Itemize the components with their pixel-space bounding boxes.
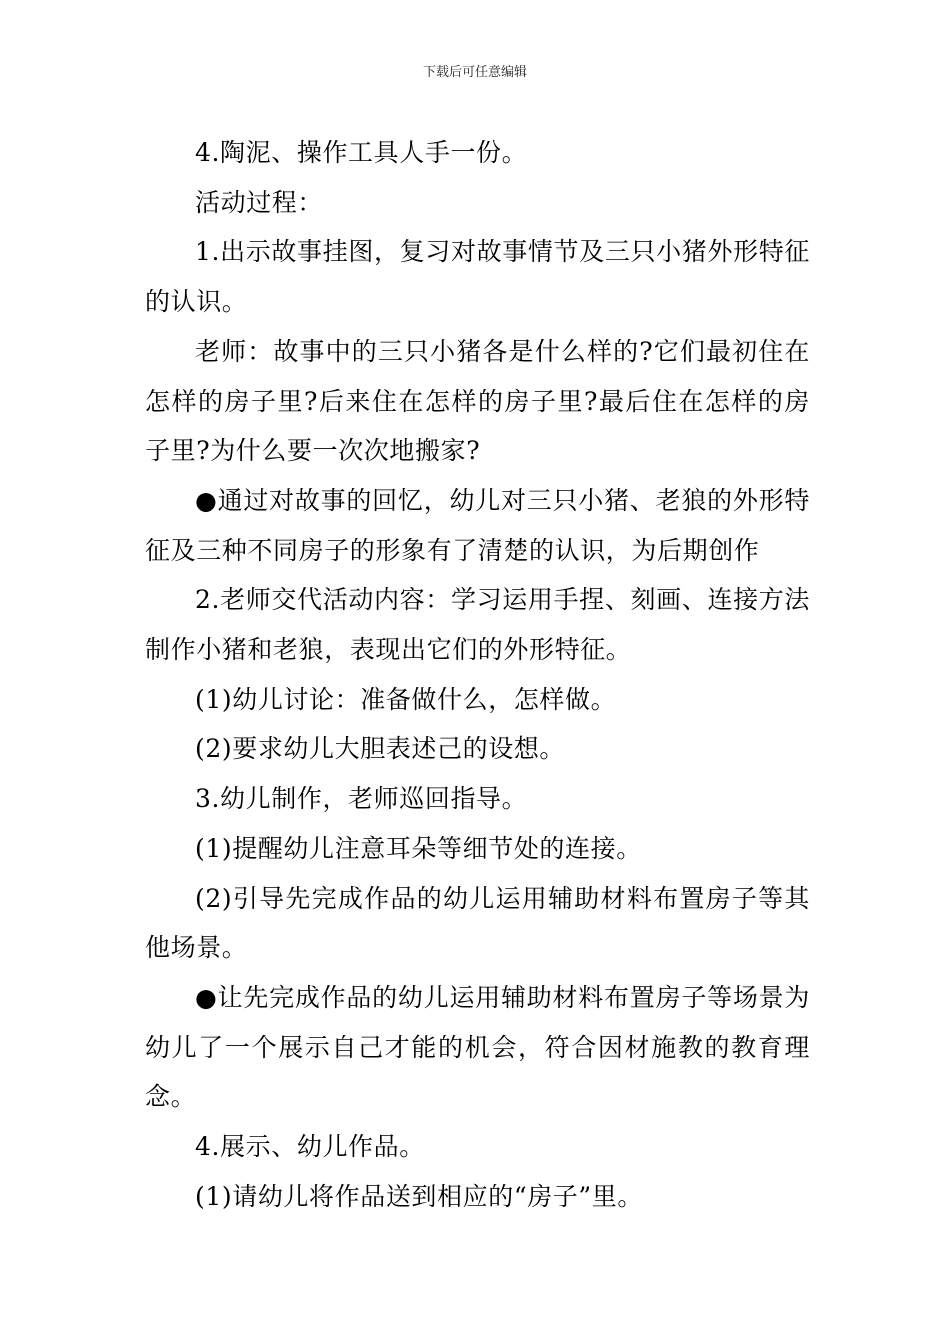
paragraph-step-2-2: (2)要求幼儿大胆表述己的设想。 xyxy=(195,734,566,764)
paragraph-teacher-question: 老师：故事中的三只小猪各是什么样的?它们最初住在怎样的房子里?后来住在怎样的房子里?最后住在怎样的房子里?为什么要一次次地搬家? xyxy=(145,336,810,466)
paragraph-step-2: 2.老师交代活动内容：学习运用手捏、刻画、连接方法制作小猪和老狼，表现出它们的外形特征。 xyxy=(145,585,810,665)
page-header: 下载后可任意编辑 xyxy=(422,65,527,80)
paragraph-step-3-1: (1)提醒幼儿注意耳朵等细节处的连接。 xyxy=(195,833,642,863)
document-body xyxy=(145,128,810,1221)
paragraph-materials: 4.陶泥、操作工具人手一份。 xyxy=(195,138,528,167)
paragraph-note-1: ●通过对故事的回忆，幼儿对三只小猪、老狼的外形特征及三种不同房子的形象有了清楚的认识，为后期创作 xyxy=(145,485,810,565)
paragraph-step-4-1: (1)请幼儿将作品送到相应的“房子”里。 xyxy=(195,1181,643,1211)
paragraph-note-2: ●让先完成作品的幼儿运用辅助材料布置房子等场景为幼儿了一个展示自己才能的机会，符合因材施教的教育理念。 xyxy=(145,982,810,1112)
paragraph-step-2-1: (1)幼儿讨论：准备做什么，怎样做。 xyxy=(195,684,617,714)
paragraph-step-4: 4.展示、幼儿作品。 xyxy=(195,1132,425,1162)
paragraph-step-3: 3.幼儿制作，老师巡回指导。 xyxy=(195,784,528,814)
paragraph-step-3-2: (2)引导先完成作品的幼儿运用辅助材料布置房子等其他场景。 xyxy=(145,883,810,963)
paragraph-process-heading: 活动过程： xyxy=(195,187,324,217)
paragraph-step-1: 1.出示故事挂图，复习对故事情节及三只小猪外形特征的认识。 xyxy=(145,237,810,317)
